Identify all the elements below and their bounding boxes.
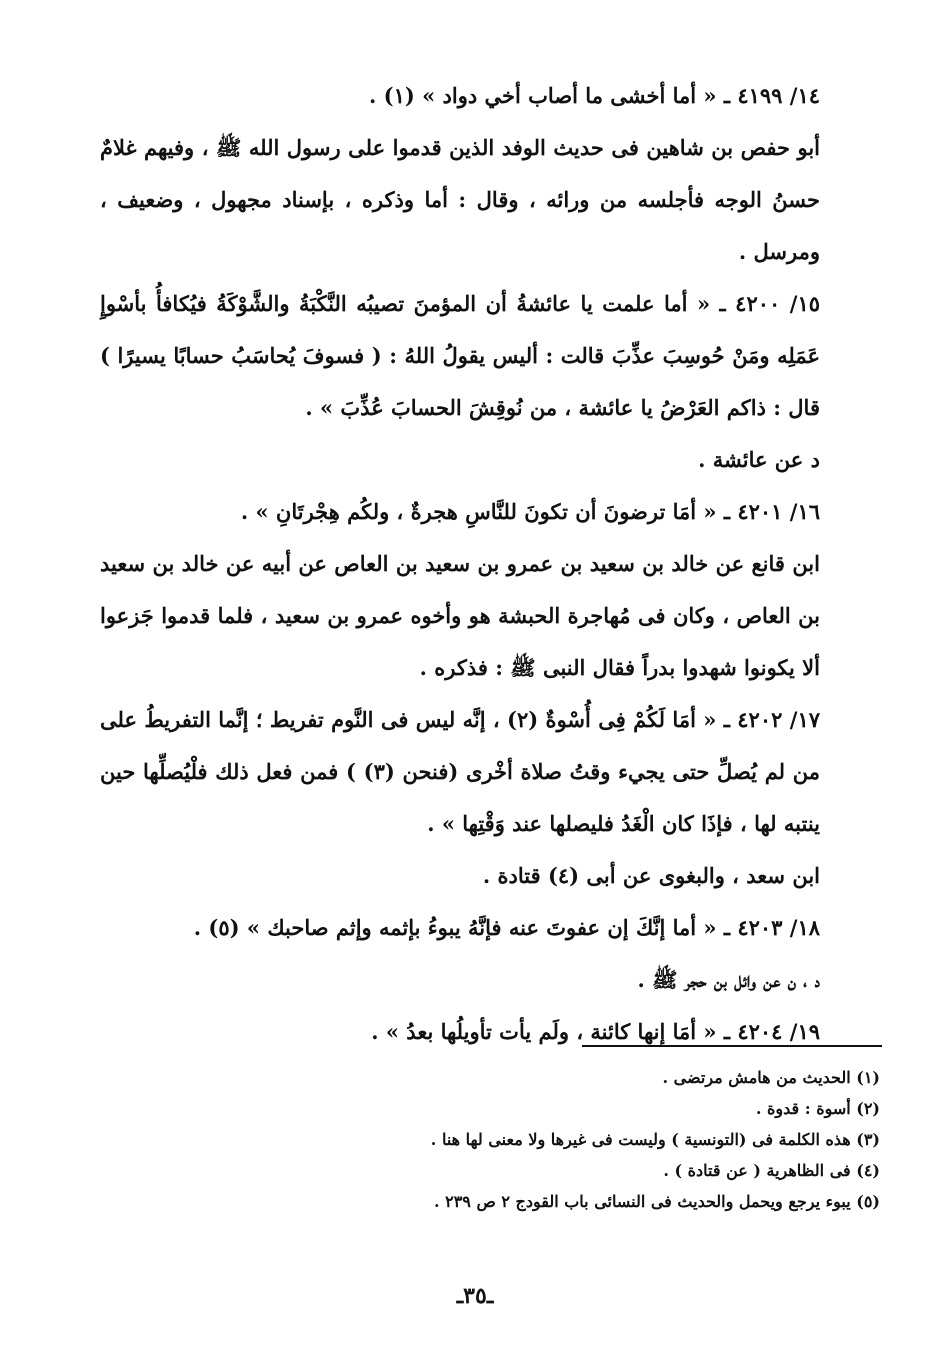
footnote-divider — [582, 1045, 882, 1047]
footnotes — [100, 1062, 880, 1217]
main-text — [100, 70, 872, 1058]
hadith-entry-4199: ١٤/ ٤١٩٩ ـ « أما أخشى ما أصاب أخي دواد » (١) . — [369, 83, 820, 108]
hadith-source-4200: د عن عائشة . — [698, 447, 820, 472]
hadith-entry-4204: ١٩/ ٤٢٠٤ ـ « أمَا إنها كائنة ، ولَم يأت تأويلُها بعدُ » . — [371, 1019, 820, 1044]
hadith-entry-4200: ١٥/ ٤٢٠٠ ـ « أما علمت يا عائشةُ أن المؤمنَ تصيبُه النَّكْبَةُ والشَّوْكَةُ فيُكافأُ بأسْوإِ عَمَلِه ومَنْ حُوسِبَ عذِّبَ قالت : أليس يقولُ اللهُ : ( فسوفَ يُحاسَبُ حسابًا يسيرًا ) قال : ذاكم العَرْضُ يا عائشة ، من نُوقِشَ الحسابَ عُذِّبَ » . — [100, 291, 821, 420]
hadith-source-4199: أبو حفص بن شاهين فى حديث الوفد الذين قدموا على رسول الله ﷺ ، وفيهم غلامٌ حسنُ الوجه فأجلسه من ورائه ، وقال : أما وذكره ، بإسناد مجهول ، وضعيف ، ومرسل . — [100, 135, 820, 264]
footnote-4: (٤) فى الظاهرية ( عن قتادة ) . — [663, 1161, 880, 1180]
footnote-2: (٢) أسوة : قدوة . — [755, 1099, 880, 1118]
hadith-entry-4203: ١٨/ ٤٢٠٣ ـ « أما إنَّكَ إن عفوتَ عنه فإنَّهُ يبوءُ بإثمه وإثم صاحبك » (٥) . — [193, 915, 820, 940]
footnote-5: (٥) يبوء يرجع ويحمل والحديث فى النسائى باب القودج ٢ ص ٢٣٩ . — [433, 1192, 880, 1211]
hadith-entry-4202: ١٧/ ٤٢٠٢ ـ « أمَا لَكُمْ فِى أُسْوةٌ (٢) ، إنَّه ليس فى النَّوم تفريط ؛ إنَّما التفريطُ على من لم يُصلِّ حتى يجيء وقتُ صلاة أخْرى (فنحن (٣) ) فمن فعل ذلك فلْيُصلِّها حين ينتبه لها ، فإذَا كان الْغَدُ فليصلها عند وَقْتِها » . — [100, 707, 820, 836]
hadith-entry-4201: ١٦/ ٤٢٠١ ـ « أمَا ترضونَ أن تكونَ للنَّاسِ هجرةٌ ، ولكُم هِجْرتَانِ » . — [240, 499, 820, 524]
footnote-1: (١) الحديث من هامش مرتضى . — [662, 1068, 880, 1087]
hadith-source-4203: د ، ن عن وائل بن حجر ﷺ . — [637, 967, 820, 992]
page-number: ـ٣٥ـ — [456, 1283, 494, 1309]
hadith-source-4202: ابن سعد ، والبغوى عن أبى (٤) قتادة . — [482, 863, 820, 888]
footnote-3: (٣) هذه الكلمة فى (التونسية ) وليست فى غيرها ولا معنى لها هنا . — [430, 1130, 880, 1149]
hadith-source-4201: ابن قانع عن خالد بن سعيد بن عمرو بن سعيد بن العاص عن أبيه عن خالد بن سعيد بن العاص ، وكان فى مُهاجرة الحبشة هو وأخوه عمرو بن سعيد ، فلما قدموا جَزعوا ألا يكونوا شهدوا بدراً فقال النبى ﷺ : فذكره . — [100, 551, 820, 680]
